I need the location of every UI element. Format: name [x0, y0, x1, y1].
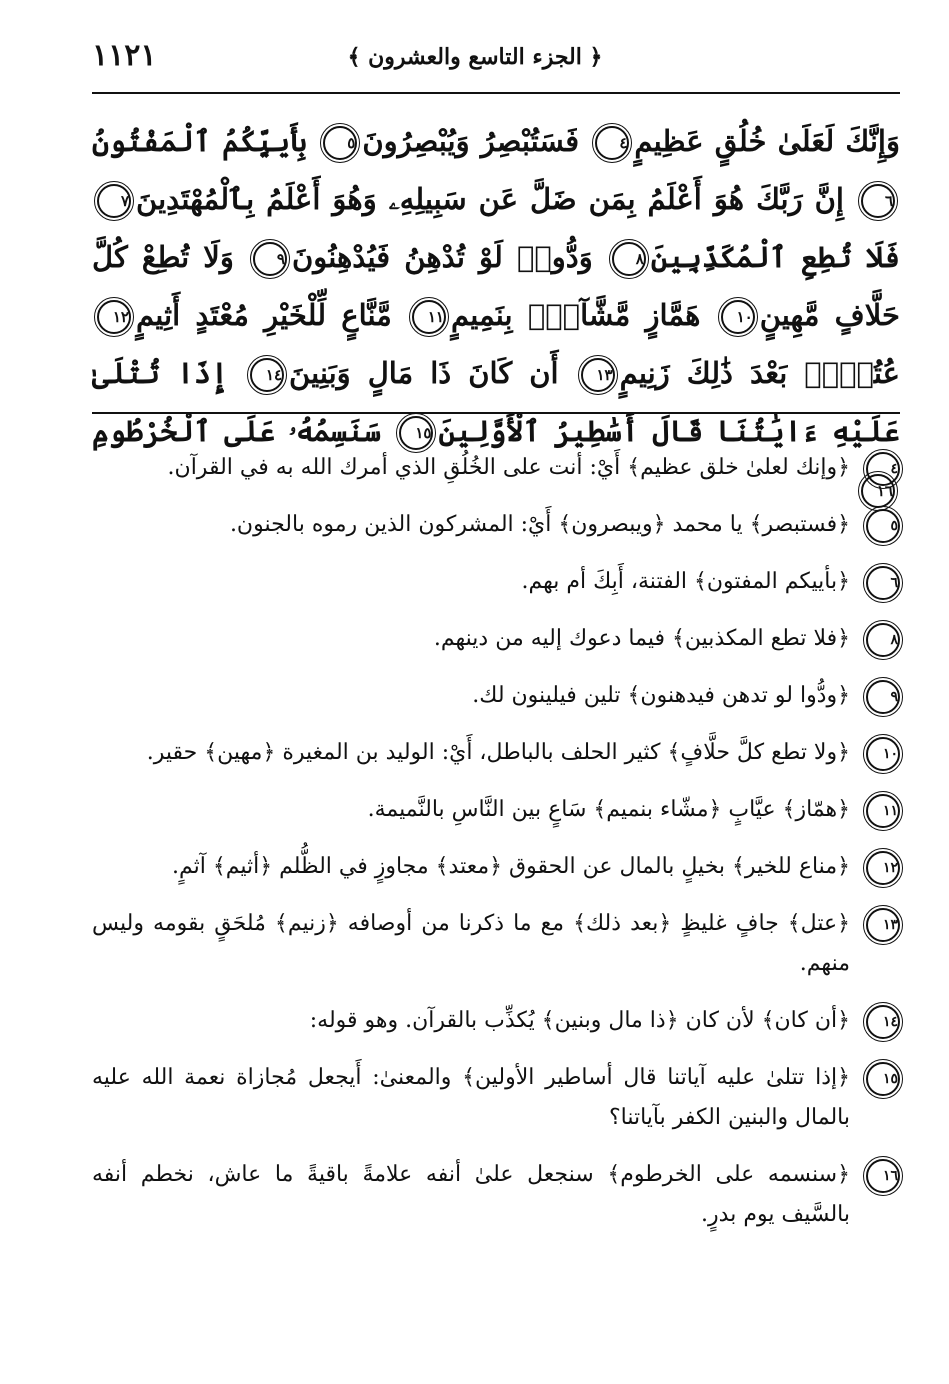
commentary-note [92, 790, 900, 830]
note-text: ﴿سنسمه على الخرطوم﴾ سنجعل علىٰ أنفه علامةً باقيةً ما عاش، نخطم أنفه بالسَّيف يوم بدرٍ. [92, 1162, 850, 1227]
verse-text: إِذَا تُتْلَىٰ عَلَيْهِ ءَايَٰتُنَا قَالَ أَسَٰطِيرُ ٱلْأَوَّلِينَ [92, 356, 900, 448]
note-ayah-marker: ٤ [866, 452, 900, 486]
verse-text: إِنَّ رَبَّكَ هُوَ أَعْلَمُ بِمَن ضَلَّ عَن سَبِيلِهِۦ وَهُوَ أَعْلَمُ بِٱلْمُهْتَدِينَ [136, 182, 844, 216]
ayah-number-marker: ٥ [323, 126, 357, 160]
verse-text: وَلَا تُطِعْ كُلَّ حَلَّافٍ مَّهِينٍ [92, 240, 900, 332]
ayah-number-marker: ١٥ [399, 416, 433, 450]
commentary-note [92, 448, 900, 488]
ayah-number-marker: ١٤ [250, 358, 284, 392]
note-ayah-marker: ٩ [866, 680, 900, 714]
ayah-number-marker: ١٦ [861, 474, 895, 508]
note-text: ﴿ولا تطع كلَّ حلَّافٍ﴾ كثير الحلف بالباطل، أَيْ: الوليد بن المغيرة ﴿مهين﴾ حقير. [146, 740, 850, 765]
verse-text: مَّنَّاعٍ لِّلْخَيْرِ مُعْتَدٍ أَثِيمٍ [136, 298, 392, 332]
commentary-note [92, 904, 900, 984]
commentary-note [92, 1001, 900, 1041]
note-ayah-marker: ٦ [866, 566, 900, 600]
middle-divider [92, 412, 900, 414]
running-header: ﴿ الجزء التاسع والعشرون ﴾ [347, 44, 603, 70]
commentary-notes [92, 448, 900, 1252]
commentary-note [92, 1155, 900, 1235]
ayah-number-marker: ١٠ [721, 300, 755, 334]
note-ayah-marker: ١٢ [866, 851, 900, 885]
note-text: ﴿فستبصر﴾ يا محمد ﴿ويبصرون﴾ أَيْ: المشركون الذين رموه بالجنون. [229, 512, 850, 537]
note-text: ﴿وإنك لعلىٰ خلق عظيم﴾ أَيْ: أنت على الخُلُقِ الذي أمرك الله به في القرآن. [167, 455, 850, 480]
top-divider [92, 92, 900, 94]
verse-text: بِأَييِّكُمُ ٱلْمَفْتُونُ [92, 124, 308, 158]
note-text: ﴿بأييكم المفتون﴾ الفتنة، أَبِكَ أم بهم. [521, 569, 850, 594]
note-text: ﴿إذا تتلىٰ عليه آياتنا قال أساطير الأولين﴾ والمعنىٰ: أَيجعل مُجازاة نعمة الله عليه بالمال والبنين الكفر بآياتنا؟ [92, 1065, 850, 1130]
verse-text: سَنَسِمُهُۥ عَلَى ٱلْخُرْطُومِ [92, 414, 381, 448]
note-ayah-marker: ٨ [866, 623, 900, 657]
verse-text: أَن كَانَ ذَا مَالٍ وَبَنِينَ [289, 356, 559, 390]
ayah-number-marker: ٦ [861, 184, 895, 218]
verse-text: فَلَا تُطِعِ ٱلْمُكَذِّبِينَ [650, 240, 900, 274]
note-text: ﴿همّاز﴾ عيَّابٍ ﴿مشّاء بنميم﴾ سَاعٍ بين النَّاسِ بالنَّميمة. [367, 797, 850, 822]
note-text: ﴿أن كان﴾ لأن كان ﴿ذا مال وبنين﴾ يُكذِّب بالقرآن. وهو قوله: [309, 1008, 850, 1033]
note-ayah-marker: ٥ [866, 509, 900, 543]
ayah-number-marker: ١١ [412, 300, 446, 334]
verse-text: وَدُّوا۟ لَوْ تُدْهِنُ فَيُدْهِنُونَ [291, 240, 593, 274]
ayah-number-marker: ٤ [595, 126, 629, 160]
commentary-note [92, 505, 900, 545]
verse-text: وَإِنَّكَ لَعَلَىٰ خُلُقٍ عَظِيمٍ [634, 124, 900, 158]
note-text: ﴿ودُّوا لو تدهن فيدهنون﴾ تلين فيلينون لك. [472, 683, 850, 708]
commentary-note [92, 562, 900, 602]
commentary-note [92, 733, 900, 773]
page-number: ١١٢١ [92, 38, 157, 73]
ayah-number-marker: ٨ [612, 242, 646, 276]
note-ayah-marker: ١١ [866, 794, 900, 828]
ayah-number-marker: ٩ [253, 242, 287, 276]
note-text: ﴿فلا تطع المكذبين﴾ فيما دعوك إليه من دينهم. [433, 626, 850, 651]
note-ayah-marker: ١٥ [866, 1062, 900, 1096]
commentary-note [92, 676, 900, 716]
commentary-note [92, 619, 900, 659]
note-text: ﴿مناع للخير﴾ بخيلٍ بالمال عن الحقوق ﴿معتد﴾ مجاوزٍ في الظُّلم ﴿أثيم﴾ آثمٍ. [171, 854, 850, 879]
commentary-note [92, 1058, 900, 1138]
verse-text: عُتُلٍّۭ بَعْدَ ذَٰلِكَ زَنِيمٍ [619, 356, 900, 390]
ayah-number-marker: ١٣ [581, 358, 615, 392]
note-ayah-marker: ١٠ [866, 737, 900, 771]
note-ayah-marker: ١٣ [866, 908, 900, 942]
note-ayah-marker: ١٤ [866, 1005, 900, 1039]
verse-text: هَمَّازٍ مَّشَّآءٍۭ بِنَمِيمٍ [450, 298, 701, 332]
ayah-number-marker: ١٢ [97, 300, 131, 334]
note-ayah-marker: ١٦ [866, 1159, 900, 1193]
ayah-number-marker: ٧ [97, 184, 131, 218]
verse-text: فَسَتُبْصِرُ وَيُبْصِرُونَ [362, 124, 580, 158]
note-text: ﴿عتل﴾ جافٍ غليظٍ ﴿بعد ذلك﴾ مع ما ذكرنا من أوصافه ﴿زنيم﴾ مُلحَقٍ بقومه وليس منهم. [92, 911, 850, 976]
commentary-note [92, 847, 900, 887]
